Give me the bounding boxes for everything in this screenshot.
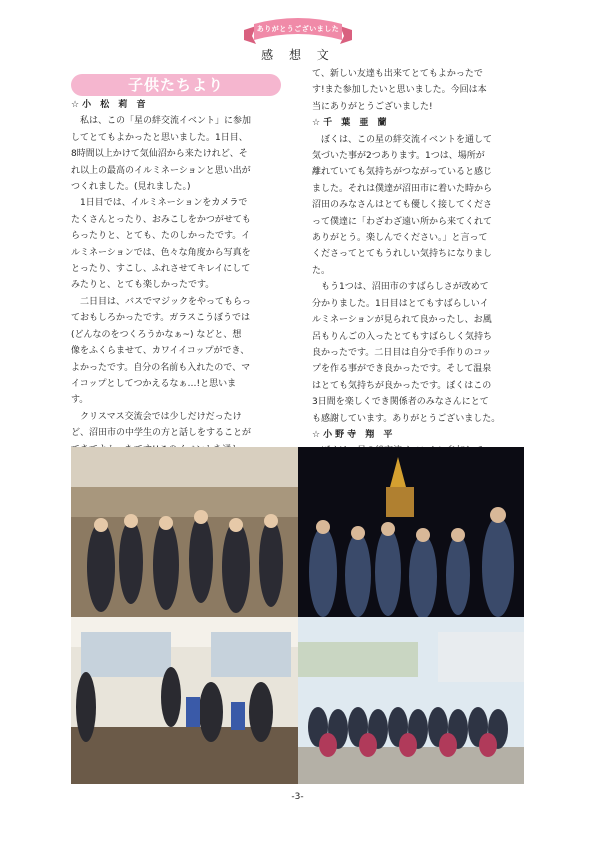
text-line: プを作る事ができ良かったです。そして温泉 xyxy=(312,364,492,375)
paragraph xyxy=(312,279,528,427)
author-name: ☆千 葉 亜 蘭 xyxy=(312,118,390,129)
photo-banquet-hall xyxy=(71,447,298,617)
text-line: してとてもよかったと思いました。1日目、 xyxy=(71,132,248,143)
text-line: ありがとう。楽しんでください。」と言って xyxy=(312,233,488,244)
paragraph xyxy=(71,294,293,409)
paragraph xyxy=(312,132,528,280)
paragraph xyxy=(71,195,293,293)
text-line: て、新しい友達も出来てとてもよかったで xyxy=(312,69,483,79)
text-line: くださってとてもうれしい気持ちになりまし xyxy=(312,249,493,260)
text-line: たくさんとったり、おみこしをかつがせても xyxy=(71,214,251,225)
text-line: つくれました。(見れました。) xyxy=(71,182,191,193)
text-line: 8時間以上かけて気仙沼から来たけれど、そ xyxy=(71,149,248,160)
author-name: ☆小 松 莉 音 xyxy=(71,100,149,110)
text-line: 良かったです。二日目は自分で手作りのコッ xyxy=(312,347,492,358)
photo-dinner-room xyxy=(71,617,298,784)
text-line: (どんなのをつくろうかなぁ~) などと、想 xyxy=(71,329,242,340)
text-line: ど、沼田市の中学生の方と話しをすることが xyxy=(71,428,252,439)
photo-night-festival xyxy=(298,447,524,617)
page-heading: 感 想 文 xyxy=(261,48,335,62)
text-line: 3日間を楽しくでき関係者のみなさんにとて xyxy=(312,397,489,408)
text-line: 当にありがとうございました! xyxy=(312,101,433,112)
text-line: も感謝しています。ありがとうございました。 xyxy=(312,413,501,424)
text-line: 二日目は、バスでマジックをやってもらっ xyxy=(80,296,252,307)
text-line: ぼくは、この星の絆交流イベントを通して xyxy=(321,134,493,145)
text-line: はとても気持ちが良かったです。ぼくはこの xyxy=(312,380,492,391)
text-line: よかったです。自分の名前も入れたので、マ xyxy=(71,362,251,373)
text-column-right xyxy=(312,66,528,460)
text-line: ておもしろかったです。ガラスこうぼうでは xyxy=(71,313,251,324)
text-column-left xyxy=(71,97,293,458)
text-line: 沼田のみなさんはとても優しく接してくださ xyxy=(312,200,493,211)
text-line: イコップとしてつかえるなぁ…!と思いま xyxy=(71,378,237,389)
paragraph xyxy=(71,113,293,195)
text-line: す!また参加したいと思いました。今回は本 xyxy=(312,85,487,96)
text-line: みたりと、とても楽しかったです。 xyxy=(71,280,215,291)
text-line: た。 xyxy=(312,265,331,276)
text-line: ルミネーションが見られて良かったし、お風 xyxy=(312,315,492,326)
text-line: クリスマス交流会では少しだけだったけ xyxy=(80,411,242,422)
author-name: ☆小野寺 翔 平 xyxy=(312,429,396,440)
text-line: って僕達に「わざわざ遠い所から来てくれて xyxy=(312,216,493,227)
ribbon-text: ありがとうございました xyxy=(256,25,340,33)
text-line: ルミネーションでは、色々な角度から写真を xyxy=(71,247,251,258)
text-line: ました。それは僕達が沼田市に着いた時から xyxy=(312,183,493,194)
text-line: 気づいた事が2つあります。1つは、場所が xyxy=(312,151,485,162)
photo-group-outdoor xyxy=(298,617,524,784)
text-line: もう1つは、沼田市のすばらしさが改めて xyxy=(321,282,489,293)
text-line: 私は、この「星の絆交流イベント」に参加 xyxy=(80,116,252,127)
text-line: 呂もりんごの入ったとてもすばらしく気持ち xyxy=(312,331,493,342)
text-line: れ以上の最高のイルミネーションと思い出が xyxy=(71,165,251,176)
section-title: 子供たちより xyxy=(71,74,281,96)
text-line: 1日目では、イルミネーションをカメラで xyxy=(80,198,248,209)
page-number: -3- xyxy=(291,792,304,802)
text-line: らったりと、とても、たのしかったです。イ xyxy=(71,231,251,242)
text-line: 離れていても気持ちがつながっていると感じ xyxy=(312,167,493,178)
text-line: 分かりました。1日目はとてもすばらしいイ xyxy=(312,298,489,309)
text-line: とったり、すこし、ふれさせてキレイにして xyxy=(71,264,251,275)
header-ribbon xyxy=(242,12,354,74)
paragraph xyxy=(312,66,528,115)
text-line: す。 xyxy=(71,395,89,406)
text-line: 像をふくらませて、カワイイコップができ、 xyxy=(71,346,250,357)
